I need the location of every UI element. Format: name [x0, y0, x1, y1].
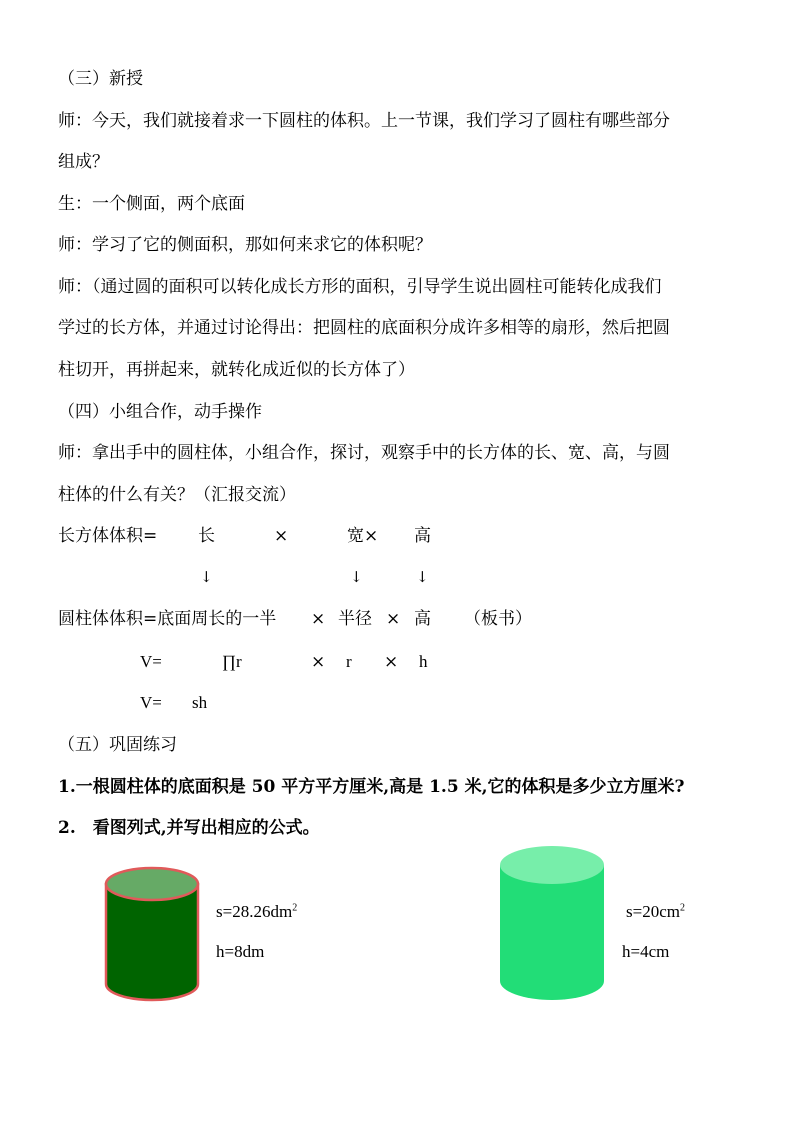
volume-symbol: V=: [140, 693, 162, 712]
down-arrow-icon: ↓: [350, 568, 363, 586]
down-arrow-icon: ↓: [416, 568, 429, 586]
cylinder-volume-label: 圆柱体体积=底面周长的一半: [58, 609, 277, 629]
times-sign: ×: [311, 652, 326, 672]
cuboid-volume-label: 长方体体积=: [58, 526, 158, 546]
paragraph-line: 师：（通过圆的面积可以转化成长方形的面积，引导学生说出圆柱可能转化成我们: [58, 277, 662, 297]
section-heading-group-work: （四）小组合作，动手操作: [58, 402, 262, 422]
h-term: h: [419, 652, 428, 671]
paragraph-line: 柱体的什么有关？（汇报交流）: [58, 485, 296, 505]
cylinder-figure-dark-green: [104, 866, 200, 1006]
section-heading-practice: （五）巩固练习: [58, 735, 177, 755]
cuboid-length: 长: [198, 526, 215, 546]
paragraph-line: 组成？: [58, 152, 109, 172]
cylinder-height: 高: [414, 609, 431, 629]
paragraph-line: 生：一个侧面，两个底面: [58, 194, 245, 214]
height-label-2: h=4cm: [622, 942, 670, 961]
blackboard-note: （板书）: [464, 609, 532, 629]
times-sign: ×: [311, 609, 326, 629]
height-label-1: h=8dm: [216, 942, 265, 961]
question-1: 1.一根圆柱体的底面积是 50 平方平方厘米,高是 1.5 米,它的体积是多少立方厘米?: [58, 777, 685, 797]
paragraph-line: 学过的长方体，并通过讨论得出：把圆柱的底面积分成许多相等的扇形，然后把圆: [58, 318, 670, 338]
times-sign: ×: [384, 652, 399, 672]
pi-r-term: ∏r: [222, 652, 242, 671]
paragraph-line: 师：拿出手中的圆柱体，小组合作，探讨，观察手中的长方体的长、宽、高，与圆: [58, 443, 670, 463]
cylinder-figure-light-green: [498, 845, 606, 1003]
base-area-label-1: $s=28.26dm^2$: [216, 902, 298, 921]
paragraph-line: 师：今天，我们就接着求一下圆柱的体积。上一节课，我们学习了圆柱有哪些部分: [58, 111, 670, 131]
question-2: 2. 看图列式,并写出相应的公式。: [58, 818, 320, 838]
paragraph-line: 师：学习了它的侧面积，那如何来求它的体积呢？: [58, 235, 432, 255]
down-arrow-icon: ↓: [200, 568, 213, 586]
sh-term: sh: [192, 693, 208, 712]
base-area-label-2: $s=20cm^2$: [626, 902, 685, 921]
cuboid-width: 宽×: [347, 526, 379, 546]
cuboid-height: 高: [414, 526, 431, 546]
volume-symbol: V=: [140, 652, 162, 671]
times-sign: ×: [386, 609, 401, 629]
cylinder-radius: 半径: [338, 609, 372, 629]
section-heading-new-lesson: （三）新授: [58, 69, 143, 89]
r-term: r: [346, 652, 352, 671]
times-sign: ×: [274, 526, 289, 546]
paragraph-line: 柱切开，再拼起来，就转化成近似的长方体了）: [58, 360, 415, 380]
